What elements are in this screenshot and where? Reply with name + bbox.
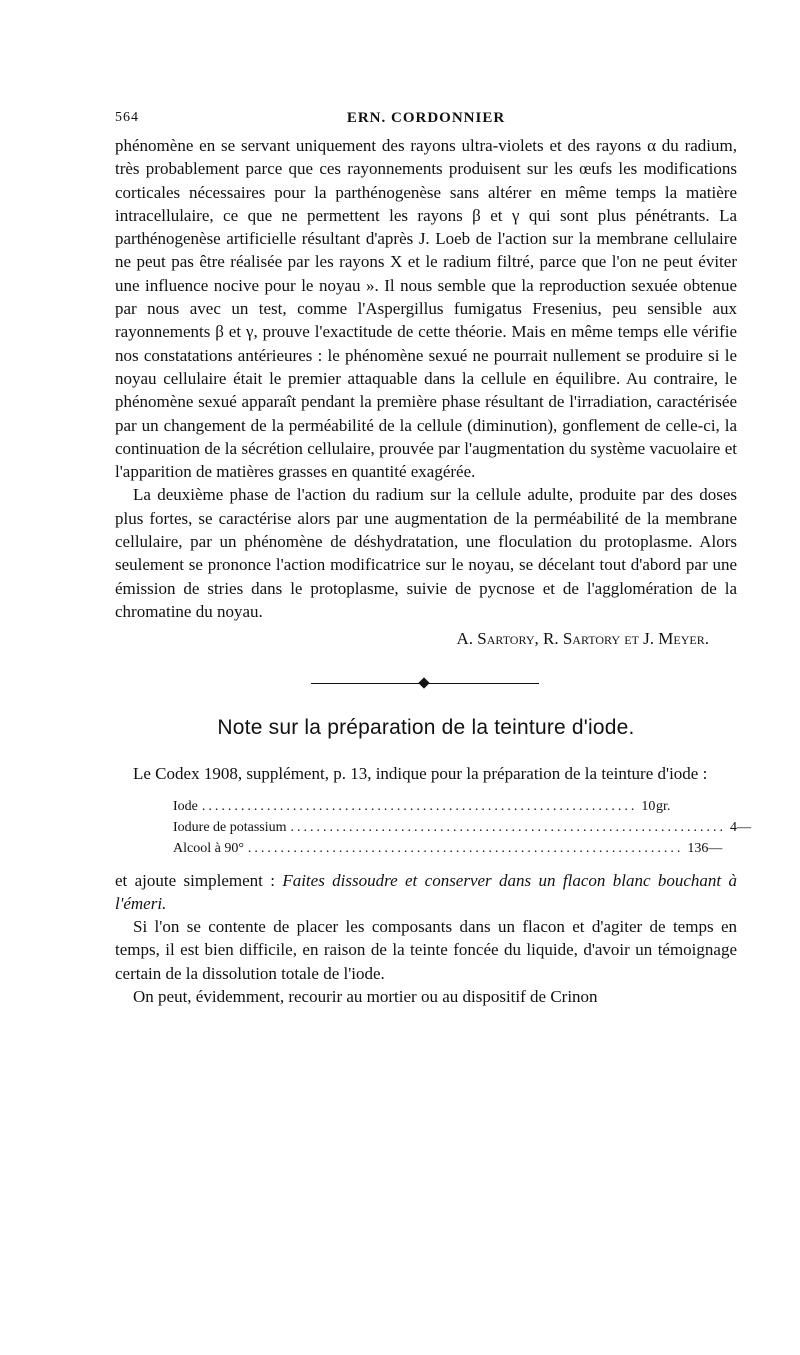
recipe-leader-dots: ...................................................................: [201, 798, 638, 814]
recipe-quantity: 10: [641, 798, 656, 814]
paragraph-second-phase: La deuxième phase de l'action du radium sur la cellule adulte, produite par des doses plus fortes, se caractérise alors par une augmentation de la perméabilité de la membrane cellulaire, par un phénomène de déshydratation, une floculation du protoplasme. Alors seulement se prononce l'action modificatrice sur le noyau, se décelant tout d'abord par une émission de stries dans le protoplasme, suivie de pycnose et de l'agglomération de la chromatine du noyau.: [115, 485, 737, 621]
paragraph-agitation: Si l'on se contente de placer les composants dans un flacon et d'agiter de temps en temps, il est bien difficile, en raison de la teinte foncée du liquide, d'avoir un témoignage certain de la dissolution totale de l'iode.: [115, 917, 737, 983]
section-divider: [115, 672, 737, 694]
paragraph-intro: Le Codex 1908, supplément, p. 13, indique pour la préparation de la teinture d'iode :: [133, 764, 708, 784]
paragraph-continuation: phénomène en se servant uniquement des rayons ultra-violets et des rayons α du radium, très probablement parce que ces rayonnements produisent sur les œufs les modifications corticales nécessaires pour la parthénogenèse sans altérer en même temps la matière intracellulaire, ce que ne permettent les rayons β et γ qui sont plus pénétrants. La parthénogenèse artificielle résultant d'après J. Loeb de l'action sur la membrane cellulaire ne peut pas être réalisée par les rayons X et le radium filtré, parce que l'on ne peut éviter une influence nocive pour le noyau ». Il nous semble que la reproduction sexuée obtenue par nous avec un test, comme l'Aspergillus fumigatus Fresenius, peu sensible aux rayonnements β et γ, prouve l'exactitude de cette théorie. Mais en même temps elle vérifie nos constatations antérieures : le phénomène sexué ne pourrait nullement se produire si le noyau cellulaire était le premier attaquable dans la cellule en équilibre. Au contraire, le phénomène sexué apparaît pendant la première phase résultant de l'irradiation, caractérisée par un changement de la perméabilité de la cellule (diminution), gonflement de celle-ci, la continuation de la sécrétion cellulaire, prouvée par l'augmentation du système vacuolaire et l'apparition de matières grasses en quantité exagérée.: [115, 136, 737, 482]
article-iode-body: [115, 762, 752, 1008]
recipe-quantity: 136: [687, 840, 709, 856]
recipe-leader-dots: ...................................................................: [290, 819, 727, 835]
recipe-unit: —: [708, 840, 723, 856]
paragraph-after-recipe: [115, 869, 737, 916]
page-header: [115, 108, 737, 134]
article-radium-body: [115, 134, 737, 623]
recipe-ingredient: Iode: [173, 798, 198, 814]
recipe-table: [173, 796, 752, 859]
running-head: ERN. CORDONNIER: [346, 110, 506, 126]
page: [115, 108, 752, 1008]
recipe-quantity: 4: [730, 819, 738, 835]
recipe-unit: —: [737, 819, 752, 835]
codex-instruction: Faites dissoudre et conserver dans un flacon blanc bouchant à l'émeri.: [115, 870, 737, 913]
paragraph-mortier: On peut, évidemment, recourir au mortier ou au dispositif de Crinon: [133, 987, 598, 1007]
recipe-row: [173, 796, 671, 817]
recipe-leader-dots: ...................................................................: [247, 840, 684, 856]
article-title: Note sur la préparation de la teinture d'iode.: [217, 716, 635, 740]
page-number: 564: [115, 110, 139, 125]
recipe-row: [173, 838, 723, 859]
divider-diamond-icon: [418, 678, 429, 689]
recipe-unit: gr.: [656, 798, 671, 814]
recipe-row: [173, 817, 752, 838]
author-signature: A. Sartory, R. Sartory et J. Meyer.: [456, 629, 709, 649]
after-recipe-lead: et ajoute simplement :: [115, 870, 283, 890]
recipe-ingredient: Alcool à 90°: [173, 840, 244, 856]
recipe-ingredient: Iodure de potassium: [173, 819, 287, 835]
